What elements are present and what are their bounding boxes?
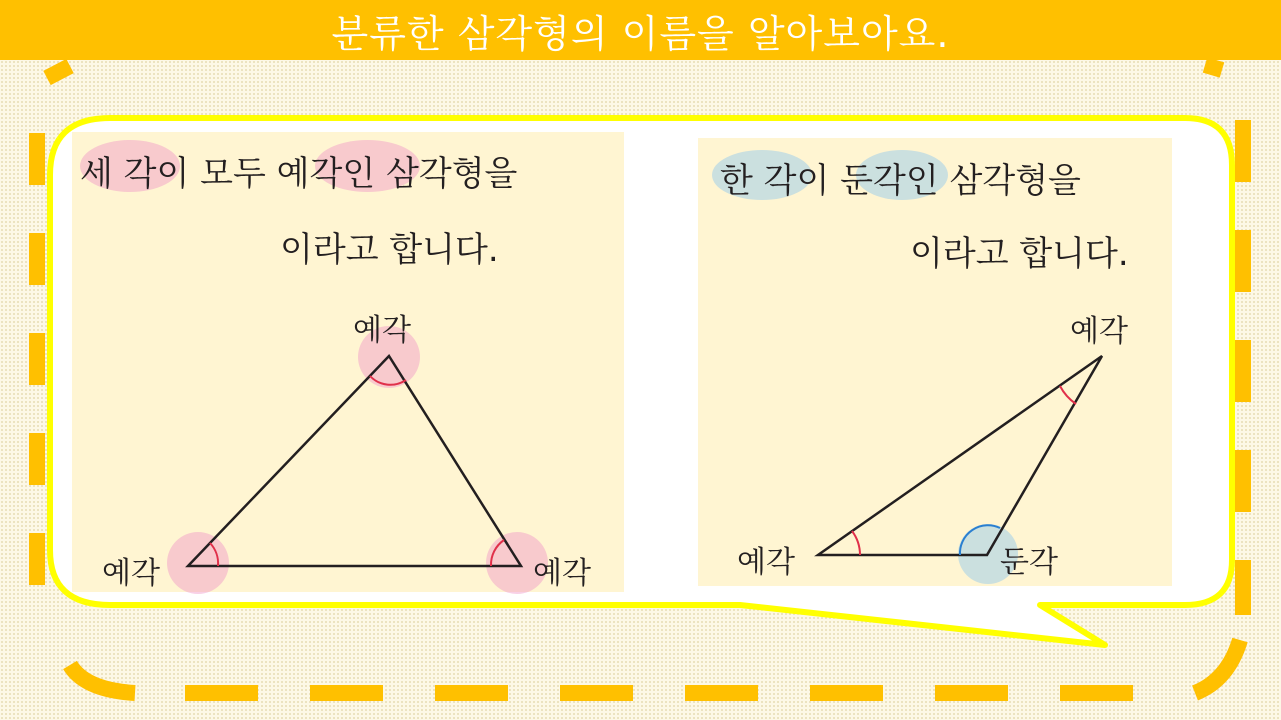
obtuse-left-label: 예각: [737, 545, 795, 580]
acute-right-arc: [491, 540, 504, 566]
obtuse-text-keyword: 둔각: [840, 161, 906, 201]
obtuse-text-part3: 인 삼각형을: [905, 161, 1081, 201]
acute-right-label: 예각: [533, 556, 591, 591]
obtuse-left-arc: [852, 531, 860, 555]
acute-text-part1: 세 각이 모두: [80, 154, 277, 194]
obtuse-bottom-label: 둔각: [1000, 545, 1058, 580]
obtuse-bottom-arc: [960, 525, 1000, 555]
acute-top-label: 예각: [353, 313, 411, 348]
acute-text-keyword: 예각: [276, 154, 343, 194]
acute-triangle: [188, 356, 521, 566]
obtuse-triangle: [818, 356, 1102, 555]
acute-left-label: 예각: [102, 556, 160, 591]
obtuse-top-arc: [1060, 386, 1076, 404]
acute-top-arc: [370, 376, 406, 385]
acute-definition-line2: 이라고 합니다.: [280, 230, 499, 270]
page-title: 분류한 삼각형의 이름을 알아보아요.: [331, 11, 950, 56]
acute-text-part3: 인 삼각형을: [342, 154, 518, 194]
obtuse-definition-line2: 이라고 합니다.: [910, 234, 1129, 274]
obtuse-text-part1: 한 각이: [720, 161, 841, 201]
acute-left-arc: [210, 543, 218, 566]
obtuse-top-label: 예각: [1070, 314, 1128, 349]
